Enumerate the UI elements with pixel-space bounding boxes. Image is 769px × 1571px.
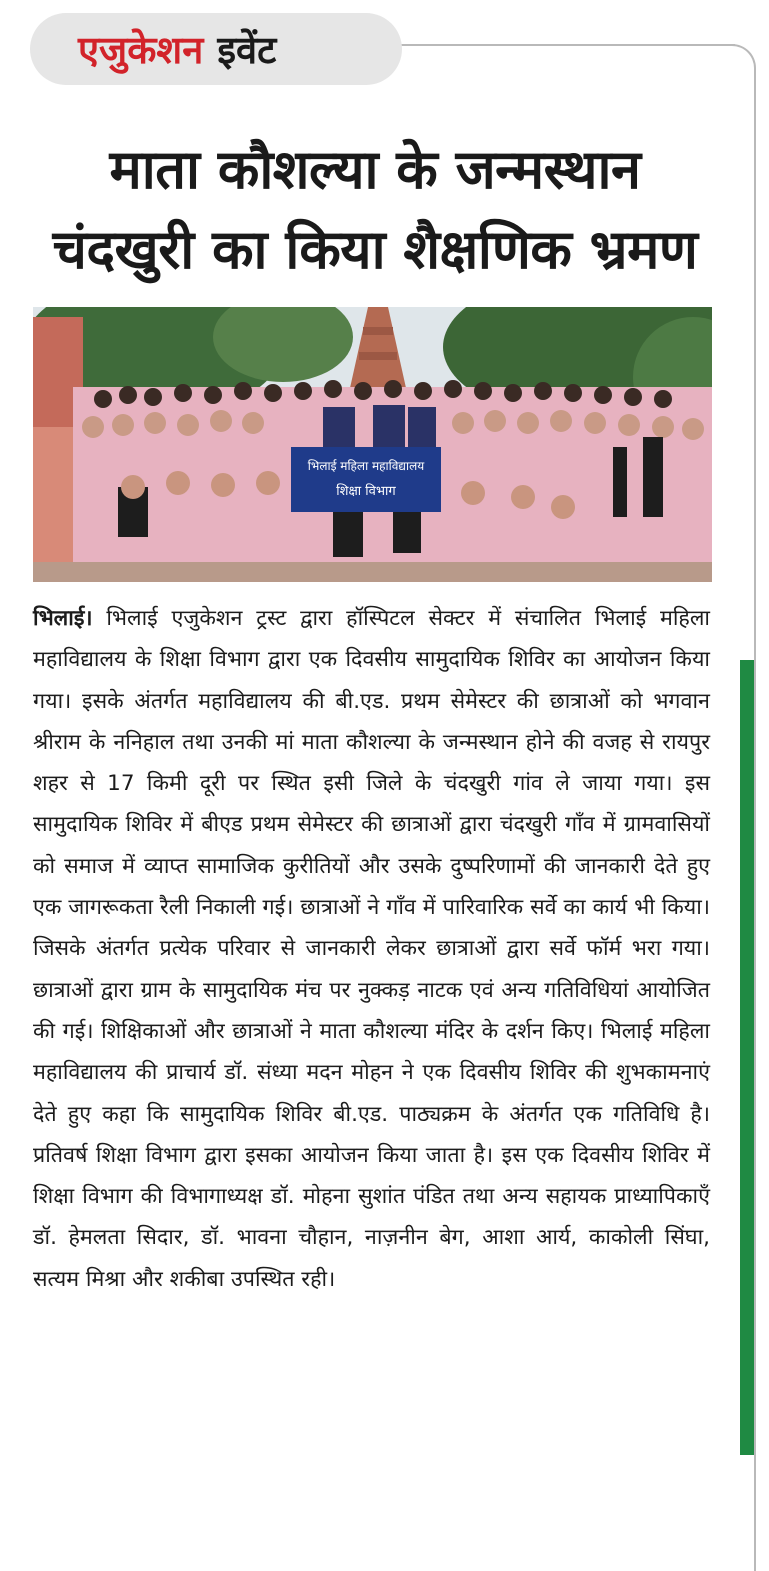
- banner-text-line-2: शिक्षा विभाग: [336, 484, 396, 499]
- banner-text-line-1: भिलाई महिला महाविद्यालय: [307, 459, 425, 473]
- kicker-label-red: एजुकेशन: [78, 28, 204, 72]
- frame-right-border: [754, 80, 756, 1571]
- group-photo: [33, 307, 712, 582]
- frame-top-border: [395, 44, 735, 46]
- headline-line-2: चंदखुरी का किया शैक्षणिक भ्रमण: [52, 218, 698, 281]
- frame-corner: [728, 44, 756, 84]
- green-accent-bar: [740, 660, 754, 1455]
- kicker-label-black: इवेंट: [217, 28, 277, 72]
- article-body: [33, 598, 710, 1300]
- headline: [20, 130, 730, 290]
- headline-line-1: माता कौशल्या के जन्मस्थान: [109, 138, 641, 201]
- article-text: भिलाई एजुकेशन ट्रस्ट द्वारा हॉस्पिटल सेक्टर में संचालित भिलाई महिला महाविद्यालय के शिक्षा विभाग द्वारा एक दिवसीय सामुदायिक शिविर का आयोजन किया गया। इसके अंतर्गत महाविद्यालय की बी.एड. प्रथम सेमेस्टर की छात्राओं को भगवान श्रीराम के ननिहाल तथा उनकी मां माता कौशल्या के जन्मस्थान होने की वजह से रायपुर शहर से 17 किमी दूरी पर स्थित इसी जिले के चंदखुरी गांव ले जाया गया। इस सामुदायिक शिविर में बीएड प्रथम सेमेस्टर की छात्राओं द्वारा चंदखुरी गाँव में ग्रामवासियों को समाज में व्याप्त सामाजिक कुरीतियों और उसके दुष्परिणामों की जानकारी देते हुए एक जागरूकता रैली निकाली गई। छात्राओं ने गाँव में पारिवारिक सर्वे का कार्य भी किया। जिसके अंतर्गत प्रत्येक परिवार से जानकारी लेकर छात्राओं द्वारा सर्वे फॉर्म भरा गया। छात्राओं द्वारा ग्राम के सामुदायिक मंच पर नुक्कड़ नाटक एवं अन्य गतिविधियां आयोजित की गई। शिक्षिकाओं और छात्राओं ने माता कौशल्या मंदिर के दर्शन किए। भिलाई महिला महाविद्यालय की प्राचार्य डॉ. संध्या मदन मोहन ने एक दिवसीय शिविर की शुभकामनाएं देते हुए कहा कि सामुदायिक शिविर बी.एड. पाठ्यक्रम के अंतर्गत एक गतिविधि है। प्रतिवर्ष शिक्षा विभाग द्वारा इसका आयोजन किया जाता है। इस एक दिवसीय शिविर में शिक्षा विभाग की विभागाध्यक्ष डॉ. मोहना सुशांत पंडित तथा अन्य सहायक प्राध्यापिकाएँ डॉ. हेमलता सिदार, डॉ. भावना चौहान, नाज़नीन बेग, आशा आर्य, काकोली सिंघा, सत्यम मिश्रा और शकीबा उपस्थित रही।: [33, 606, 710, 1292]
- section-kicker: [30, 13, 402, 85]
- article-dateline: भिलाई।: [33, 606, 93, 631]
